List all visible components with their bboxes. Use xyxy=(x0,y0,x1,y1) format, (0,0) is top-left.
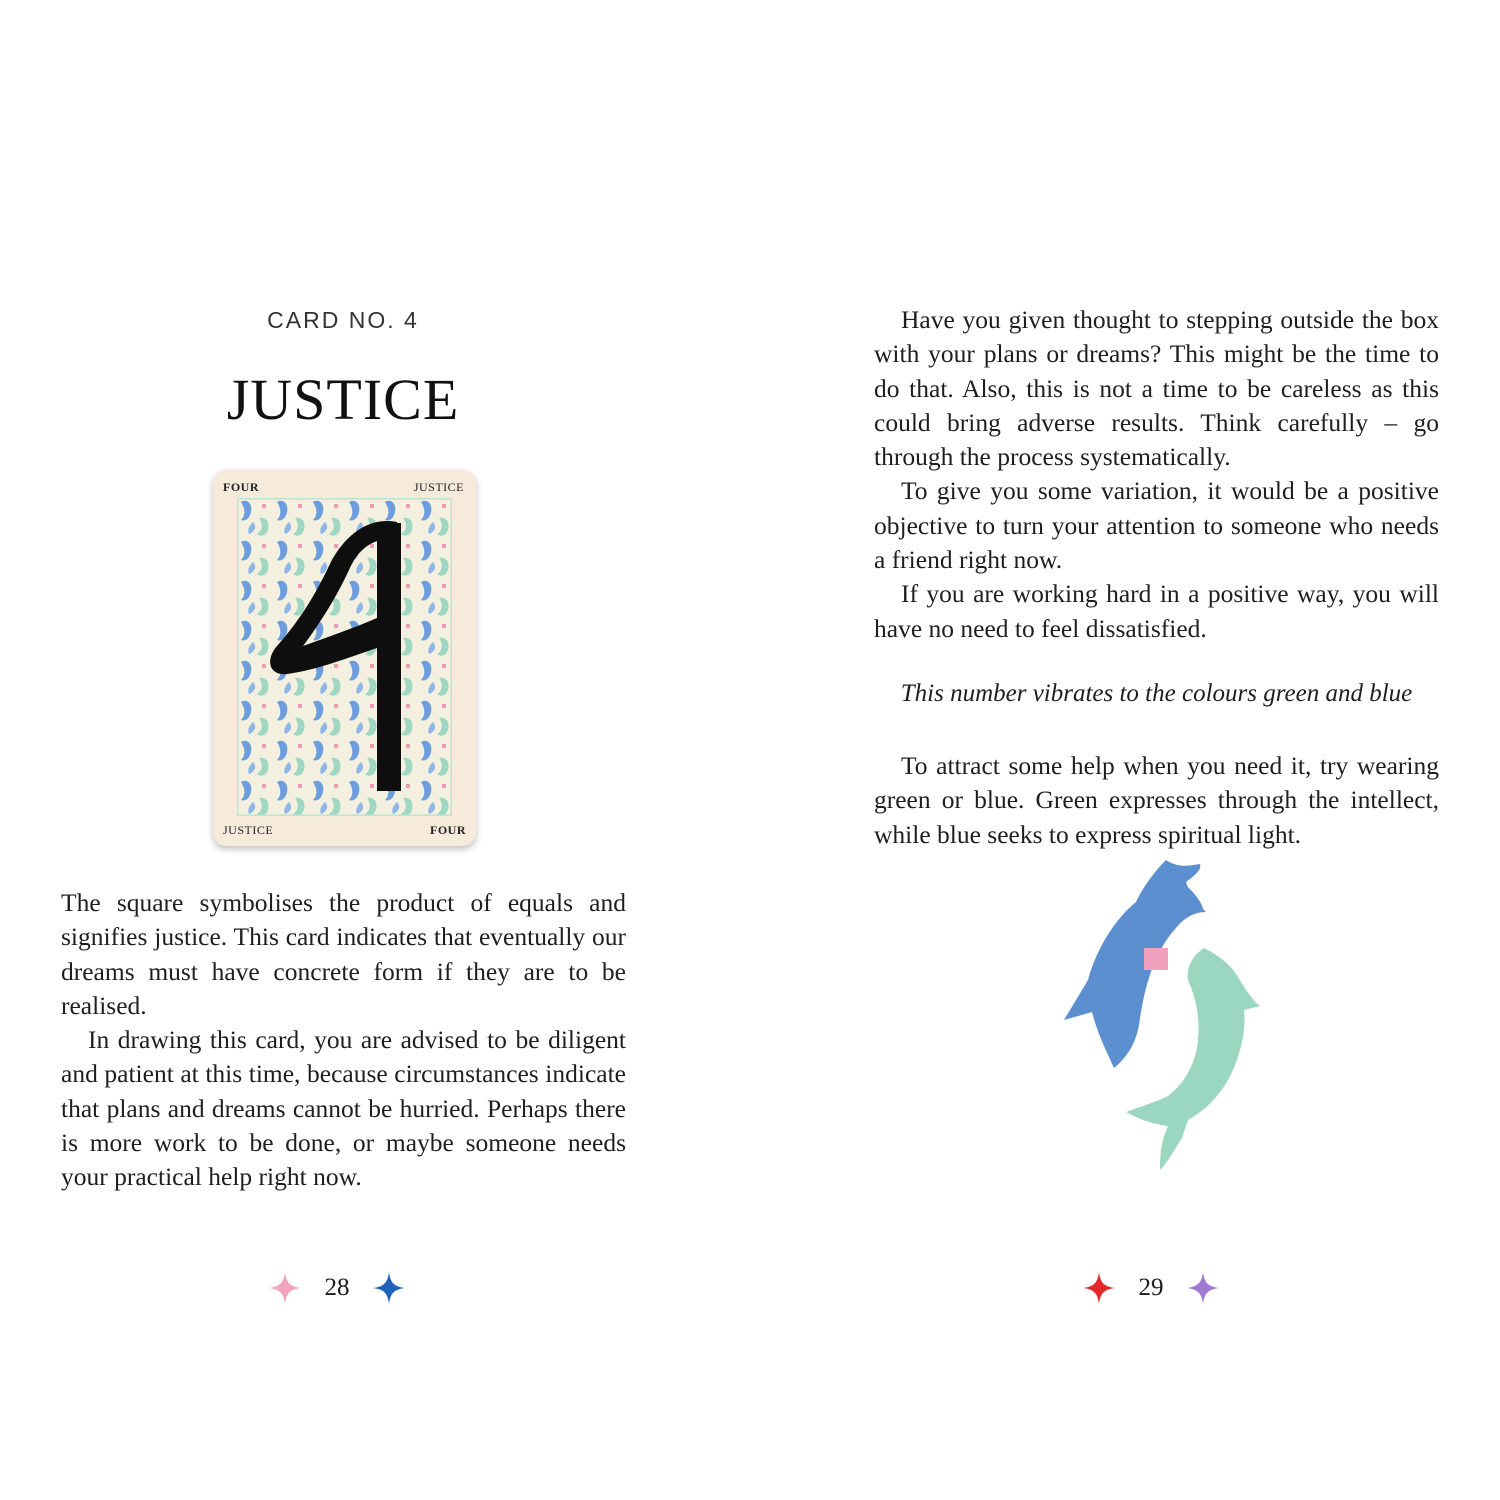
right-body-text-bottom xyxy=(874,749,1439,852)
page-number: 29 xyxy=(1138,1274,1164,1301)
page-footer-right xyxy=(1082,1268,1220,1308)
paragraph: If you are working hard in a positive way, you will have no need to feel dissatisfied. xyxy=(874,579,1439,643)
four-point-star-icon xyxy=(372,1271,406,1305)
paragraph: In drawing this card, you are advised to be diligent and patient at this time, because circumstances indicate that plans and dreams cannot be hurried. Perhaps there is more work to be done, or maybe someone needs your practical help right now. xyxy=(61,1025,626,1192)
card-corner-bottom-right: FOUR xyxy=(430,823,466,837)
tarot-card-image xyxy=(213,470,476,846)
card-corner-bottom-left: JUSTICE xyxy=(223,823,274,837)
four-point-star-icon xyxy=(1082,1271,1116,1305)
card-title: JUSTICE xyxy=(226,367,460,432)
card-corner-top-right: JUSTICE xyxy=(413,480,464,494)
fish-pair-icon xyxy=(1056,850,1266,1180)
card-corner-top-left: FOUR xyxy=(223,480,259,494)
page-number: 28 xyxy=(324,1274,350,1301)
paragraph: To attract some help when you need it, try wearing green or blue. Green expresses through the intellect, while blue seeks to express spiritual light. xyxy=(874,751,1439,849)
paragraph: The square symbolises the product of equals and signifies justice. This card indicates that eventually our dreams must have concrete form if they are to be realised. xyxy=(61,888,626,1020)
paragraph: Have you given thought to stepping outside the box with your plans or dreams? This might be the time to do that. Also, this is not a time to be careless as this could bring adverse results. Think carefully – go through the process systematically. xyxy=(874,305,1439,472)
four-point-star-icon xyxy=(1186,1271,1220,1305)
fish-pattern-icon xyxy=(237,498,452,816)
four-point-star-icon xyxy=(268,1271,302,1305)
right-body-text-top xyxy=(874,303,1439,646)
right-page xyxy=(750,0,1500,1500)
left-body-text xyxy=(61,886,626,1195)
colour-note: This number vibrates to the colours green and blue xyxy=(900,680,1413,707)
card-number-label: CARD NO. 4 xyxy=(267,307,419,333)
page-footer-left xyxy=(268,1268,406,1308)
paragraph: To give you some variation, it would be a positive objective to turn your attention to someone who needs a friend right now. xyxy=(874,476,1439,575)
